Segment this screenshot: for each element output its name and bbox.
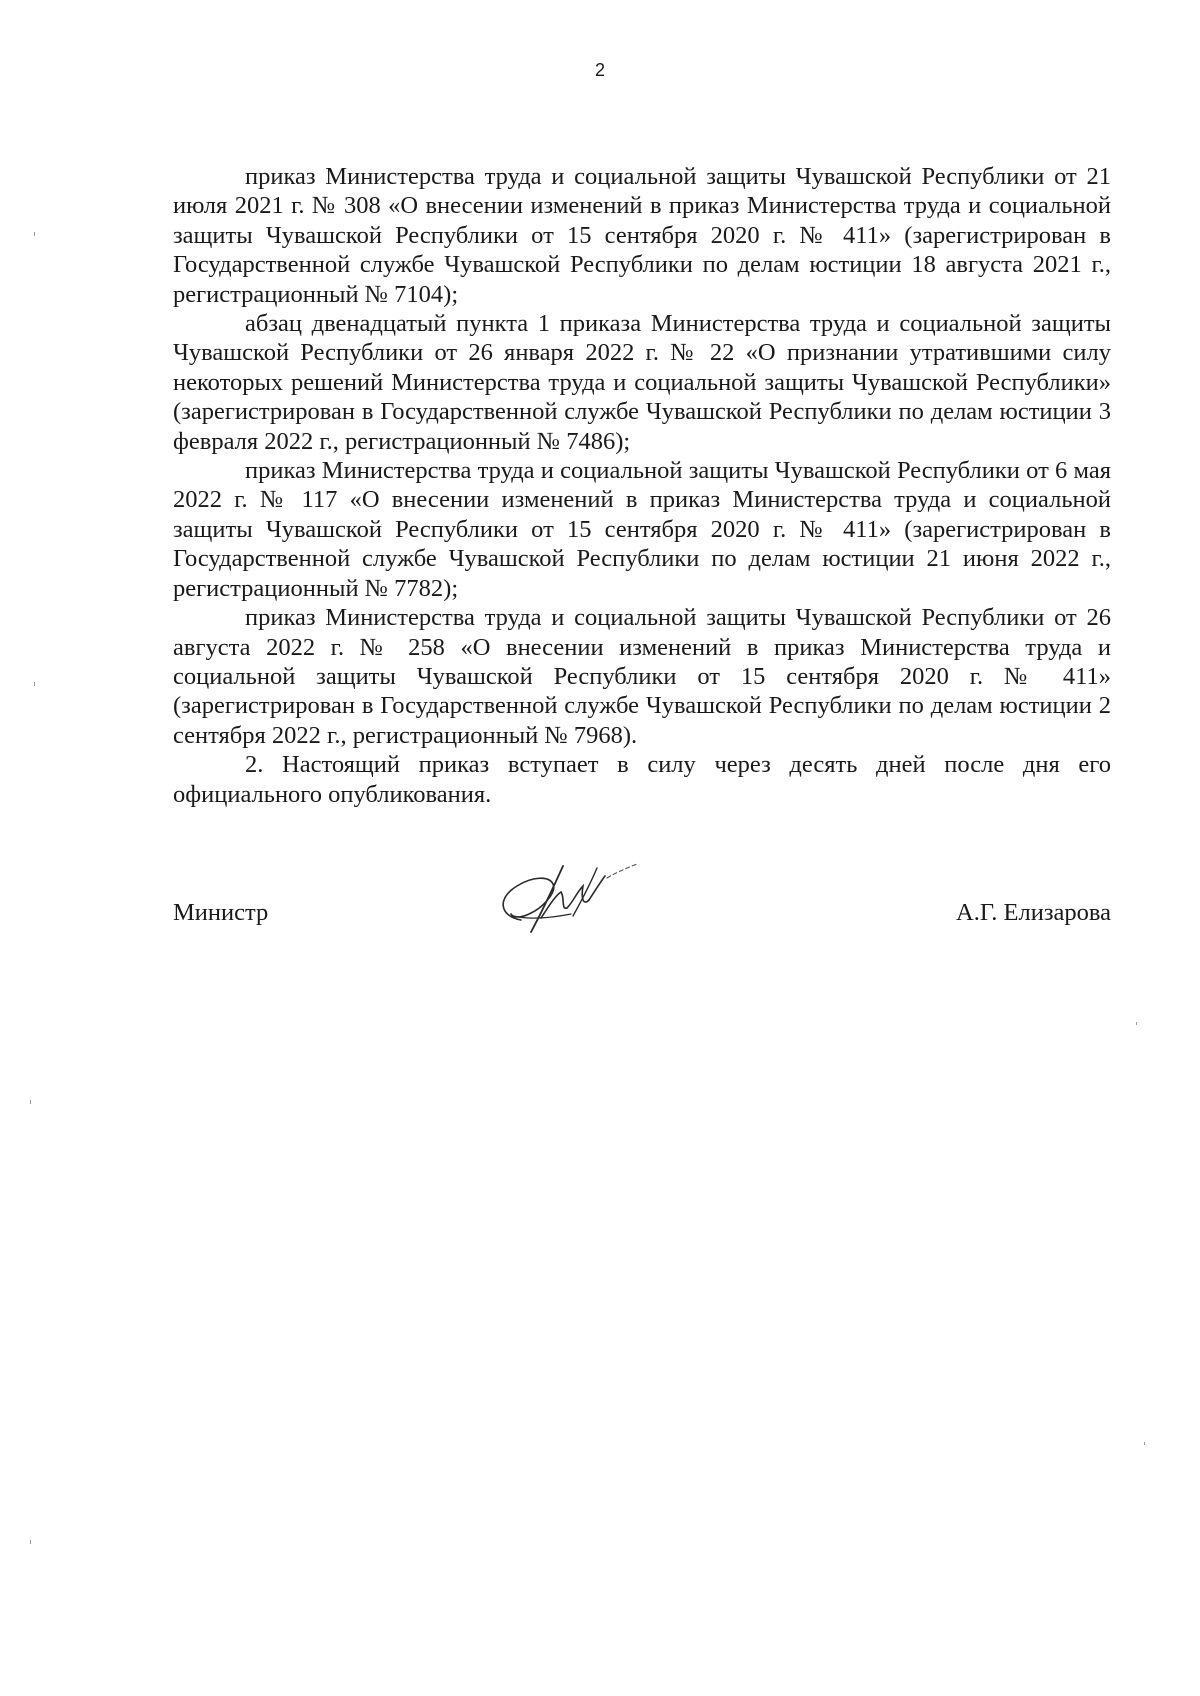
handwritten-signature [491,858,661,938]
document-body [173,162,1111,809]
page-number: 2 [594,60,605,80]
scan-speck [30,1540,31,1544]
scan-speck [1136,1022,1137,1025]
signatory-name: А.Г. Елизарова [956,899,1111,926]
scan-speck [1144,1442,1145,1445]
signature-block [173,898,1111,998]
paragraph: приказ Министерства труда и социальной защиты Чувашской Республики от 6 мая 2022 г. № 117 «О внесении изменений в приказ Министерства труда и социальной защиты Чувашской Республики от 15 сентября 2020 г. № 411» (зарегистрирован в Государственной службе Чувашской Республики по делам юстиции 21 июня 2022 г., регистрационный № 7782); [173,457,1111,602]
scan-speck [34,232,35,236]
scan-speck [34,682,35,686]
paragraph: абзац двенадцатый пункта 1 приказа Министерства труда и социальной защиты Чувашской Республики от 26 января 2022 г. № 22 «О признании утратившими силу некоторых решений Министерства труда и социальной защиты Чувашской Республики» (зарегистрирован в Государственной службе Чувашской Республики по делам юстиции 3 февраля 2022 г., регистрационный № 7486); [173,310,1111,455]
signatory-position: Министр [173,899,269,926]
scan-speck [30,1100,31,1104]
paragraph: приказ Министерства труда и социальной защиты Чувашской Республики от 26 августа 2022 г. № 258 «О внесении изменений в приказ Министерства труда и социальной защиты Чувашской Республики от 15 сентября 2020 г. № 411» (зарегистрирован в Государственной службе Чувашской Республики по делам юстиции 2 сентября 2022 г., регистрационный № 7968). [173,604,1111,749]
paragraph: 2. Настоящий приказ вступает в силу через десять дней после дня его официального опубликования. [173,751,1111,808]
paragraph: приказ Министерства труда и социальной защиты Чувашской Республики от 21 июля 2021 г. № 308 «О внесении изменений в приказ Министерства труда и социальной защиты Чувашской Республики от 15 сентября 2020 г. № 411» (зарегистрирован в Государственной службе Чувашской Республики по делам юстиции 18 августа 2021 г., регистрационный № 7104); [173,163,1111,308]
